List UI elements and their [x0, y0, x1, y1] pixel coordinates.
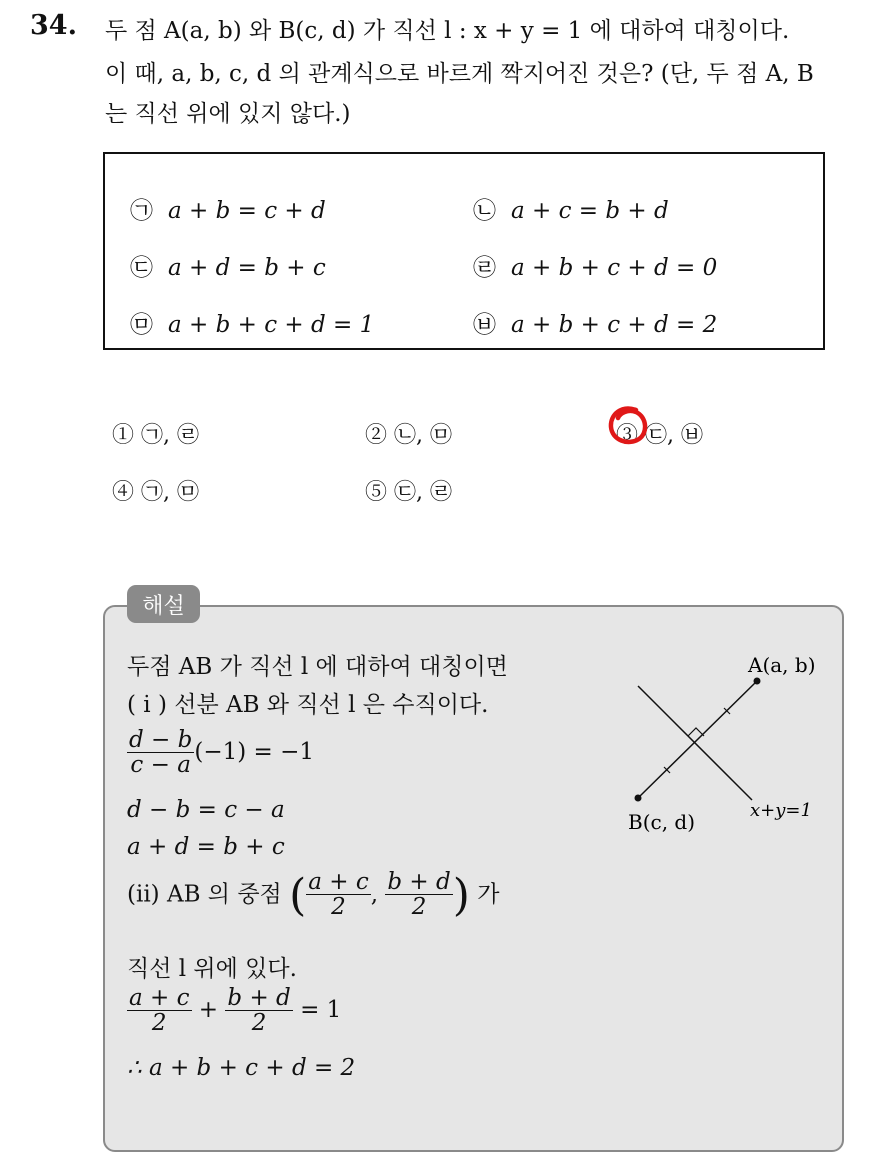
answer-mark-circle-icon	[606, 404, 650, 448]
point-b	[635, 795, 642, 802]
sum-fraction-2	[225, 986, 292, 1036]
solution-midpoint-line: (ii) AB 의 중점 ( $\frac{a + c}{2}$ , $\frac{b + d}{2}$ ) 가	[127, 869, 500, 921]
statement-label: ㉠	[130, 198, 153, 224]
question-line-1: 두 점 A(a, b) 와 B(c, d) 가 직선 l : x + y = 1 에 대하여 대칭이다.	[105, 18, 790, 44]
fraction-denominator: 2	[251, 1010, 267, 1037]
point-a	[754, 678, 761, 685]
statement-6	[473, 306, 717, 339]
statement-5	[130, 306, 374, 339]
fraction-rest: (−1) = −1	[194, 739, 314, 766]
slope-fraction	[127, 728, 194, 778]
fraction-numerator: b + d	[387, 869, 451, 896]
statement-label: ㉤	[130, 312, 153, 338]
midpoint-y-fraction	[385, 870, 452, 920]
sum-rest: = 1	[300, 997, 342, 1024]
statement-label: ㉥	[473, 312, 496, 338]
fraction-numerator: a + c	[129, 985, 190, 1011]
solution-fraction-line	[127, 728, 314, 778]
choice-text: ㉢, ㉥	[645, 423, 704, 448]
choice-2[interactable]	[365, 418, 452, 449]
statement-expr: a + d = b + c	[168, 255, 326, 281]
fraction-denominator: c − a	[130, 752, 191, 779]
solution-line-6: 직선 l 위에 있다.	[127, 956, 297, 982]
question-line-3: 는 직선 위에 있지 않다.)	[105, 101, 351, 127]
midpoint-prefix: (ii) AB 의 중점	[127, 881, 282, 908]
sum-fraction-1	[127, 986, 192, 1036]
solution-conclusion: ∴ a + b + c + d = 2	[127, 1055, 356, 1081]
label-point-b: B(c, d)	[628, 810, 696, 834]
choice-4[interactable]	[112, 475, 199, 506]
solution-sum-line: $\frac{a + c}{2}$ + $\frac{b + d}{2}$ = 1	[129, 985, 342, 1037]
symmetry-diagram	[600, 640, 840, 840]
fraction-denominator: 2	[331, 894, 346, 921]
solution-line-1: 두점 AB 가 직선 l 에 대하여 대칭이면	[127, 654, 508, 680]
statement-expr: a + c = b + d	[511, 198, 669, 224]
fraction-numerator: a + c	[308, 869, 369, 896]
fraction-denominator: 2	[411, 894, 427, 921]
paren-close: )	[452, 870, 470, 921]
statement-expr: a + b + c + d = 1	[168, 312, 375, 338]
paren-open: (	[289, 870, 307, 921]
label-line-l: x+y=1	[750, 800, 812, 821]
midpoint-x-fraction	[306, 870, 371, 920]
statement-expr: a + b + c + d = 2	[511, 312, 718, 338]
choice-text: ㉠, ㉣	[141, 423, 200, 448]
statement-label: ㉡	[473, 198, 496, 224]
solution-line-4: a + d = b + c	[127, 834, 285, 860]
choice-5[interactable]	[365, 475, 452, 506]
label-point-a: A(a, b)	[748, 653, 816, 677]
fraction-denominator: 2	[151, 1010, 167, 1037]
statement-2	[473, 192, 669, 225]
statement-label: ㉣	[473, 255, 496, 281]
midpoint-suffix: 가	[477, 881, 500, 908]
statement-expr: a + b + c + d = 0	[511, 255, 718, 281]
choice-number: ⑤	[365, 480, 388, 505]
choice-number: ②	[365, 423, 388, 448]
solution-line-2: ( i ) 선분 AB 와 직선 l 은 수직이다.	[127, 692, 489, 718]
choice-text: ㉢, ㉣	[394, 480, 453, 505]
statement-4	[473, 249, 717, 282]
statement-label: ㉢	[130, 255, 153, 281]
question-line-2: 이 때, a, b, c, d 의 관계식으로 바르게 짝지어진 것은? (단, 두 점 A, B	[105, 61, 814, 87]
choice-number: ③	[616, 423, 639, 448]
solution-line-3: d − b = c − a	[127, 797, 285, 823]
choice-1[interactable]	[112, 418, 199, 449]
choice-text: ㉡, ㉤	[394, 423, 453, 448]
choice-text: ㉠, ㉤	[141, 480, 200, 505]
fraction-numerator: d − b	[129, 727, 193, 753]
segment-ab	[638, 681, 757, 798]
statement-1	[130, 192, 326, 225]
solution-tag: 해설	[127, 585, 200, 623]
choice-number: ④	[112, 480, 135, 505]
question-number: 34.	[30, 10, 77, 41]
choice-number: ①	[112, 423, 135, 448]
fraction-numerator: b + d	[227, 985, 291, 1011]
statement-3	[130, 249, 326, 282]
statement-expr: a + b = c + d	[168, 198, 326, 224]
